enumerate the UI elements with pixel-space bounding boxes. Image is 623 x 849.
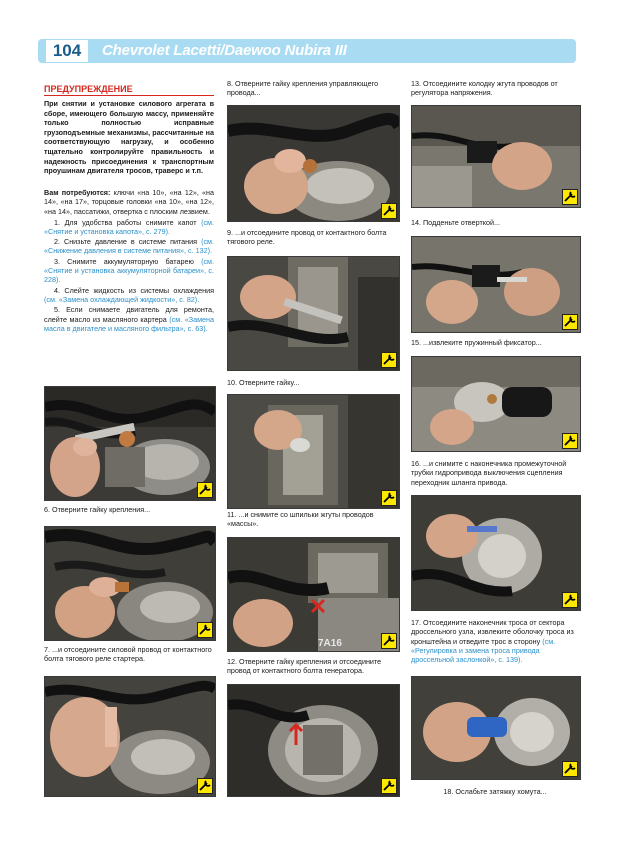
photo-7b [44,676,216,797]
warning-text: При снятии и установке силового агрегата в сборе, имеющего большую массу, применяйте только полностью исправные грузоподъемные механизмы, рассчитанные на соответствующую нагрузку, и особенно тщательно контролируйте правильность и надежность присоединения к транспортным проушинам двигателя тросов, траверс и т.п. [44,99,214,176]
tools-text: ключи «на 10», «на 12», «на 14», «на 17», торцовые головки «на 10», «на 12», «на 14», пассатижи, отвертка с плоским лезвием. [44,187,214,216]
photo-9 [227,256,400,371]
caption-8: 8. Отверните гайку крепления управляющего провода... [227,79,379,98]
tools-paragraph [44,188,214,217]
wrench-badge-icon [197,778,213,794]
page-number: 104 [46,40,88,62]
wrench-badge-icon [381,778,397,794]
photo-11 [227,537,400,652]
warning-title: ПРЕДУПРЕЖДЕНИЕ [44,84,214,96]
caption-6: 6. Отверните гайку крепления... [44,505,151,514]
wrench-badge-icon [562,314,578,330]
caption-7: 7. ...и отсоедините силовой провод от контактного болта тягового реле стартера. [44,645,212,664]
caption-17: 17. Отсоедините наконечник троса от сектора дроссельного узла, извлеките оболочку троса из кронштейна и отведите трос в сторону (см. «Регулировка и замена троса привода дроссельной заслонкой», с. 139). [411,618,574,665]
wrench-badge-icon [381,352,397,368]
step-4: 4. Слейте жидкость из системы охлаждения (см. «Замена охлаждающей жидкости», с. 82). [44,285,214,304]
caption-10: 10. Отверните гайку... [227,378,300,387]
photo-16 [411,495,581,611]
step-4-ref: (см. «Замена охлаждающей жидкости», с. 82). [44,294,200,304]
caption-11: 11. ...и снимите со шпильки жгуты проводов «массы». [227,510,374,529]
caption-17-ref: (см. «Регулировка и замена троса привода дроссельной заслонкой», с. 139). [411,636,556,665]
caption-13: 13. Отсоедините колодку жгута проводов от регулятора напряжения. [411,79,558,98]
photo-13 [411,105,581,208]
wrench-badge-icon [562,189,578,205]
wrench-badge-icon [381,633,397,649]
caption-14: 14. Подденьте отверткой... [411,218,500,227]
wrench-badge-icon [381,203,397,219]
step-3: 3. Снимите аккумуляторную батарею (см. «Снятие и установка аккумуляторной батареи», с. 228). [44,256,214,285]
wrench-badge-icon [197,622,213,638]
book-title: Chevrolet Lacetti/Daewoo Nubira III [102,42,347,59]
engine-mark-label: 7A16 [318,638,342,649]
photo-17 [411,676,581,780]
wrench-badge-icon [562,761,578,777]
caption-9: 9. ...и отсоедините провод от контактного болта тягового реле. [227,228,387,247]
caption-15: 15. ...извлеките пружинный фиксатор... [411,338,542,347]
photo-8 [227,105,400,222]
photo-15 [411,356,581,452]
wrench-badge-icon [562,433,578,449]
step-1-ref: (см. «Снятие и установка капота», с. 279). [44,217,214,236]
step-5-ref: (см. «Замена масла в двигателе и масляного фильтра», с. 63). [44,314,214,333]
caption-16: 16. ...и снимите с наконечника промежуточной трубки гидропривода выключения сцепления переходник шланга привода. [411,459,567,487]
photo-7 [44,526,216,641]
step-3-ref: (см. «Снятие и установка аккумуляторной батареи», с. 228). [44,256,214,285]
caption-18: 18. Ослабьте затяжку хомута... [443,787,547,796]
photo-6 [44,386,216,501]
wrench-badge-icon [381,490,397,506]
step-2: 2. Снизьте давление в системе питания (см. «Снижение давления в системе питания», с. 132). [44,237,214,256]
step-1: 1. Для удобства работы снимите капот (см. «Снятие и установка капота», с. 279). [44,217,214,236]
wrench-badge-icon [197,482,213,498]
tools-lead: Вам потребуются: [44,187,111,197]
step-5: 5. Если снимаете двигатель для ремонта, слейте масло из масляного картера (см. «Замена масла в двигателе и масляного фильтра», с. 63). [44,305,214,333]
caption-12: 12. Отверните гайку крепления и отсоедините провод от контактного болта генератора. [227,657,382,676]
photo-14 [411,236,581,333]
left-column-text [44,84,214,333]
photo-12 [227,684,400,797]
step-2-ref: (см. «Снижение давления в системе питания», с. 132). [44,237,214,256]
photo-10 [227,394,400,509]
wrench-badge-icon [562,592,578,608]
